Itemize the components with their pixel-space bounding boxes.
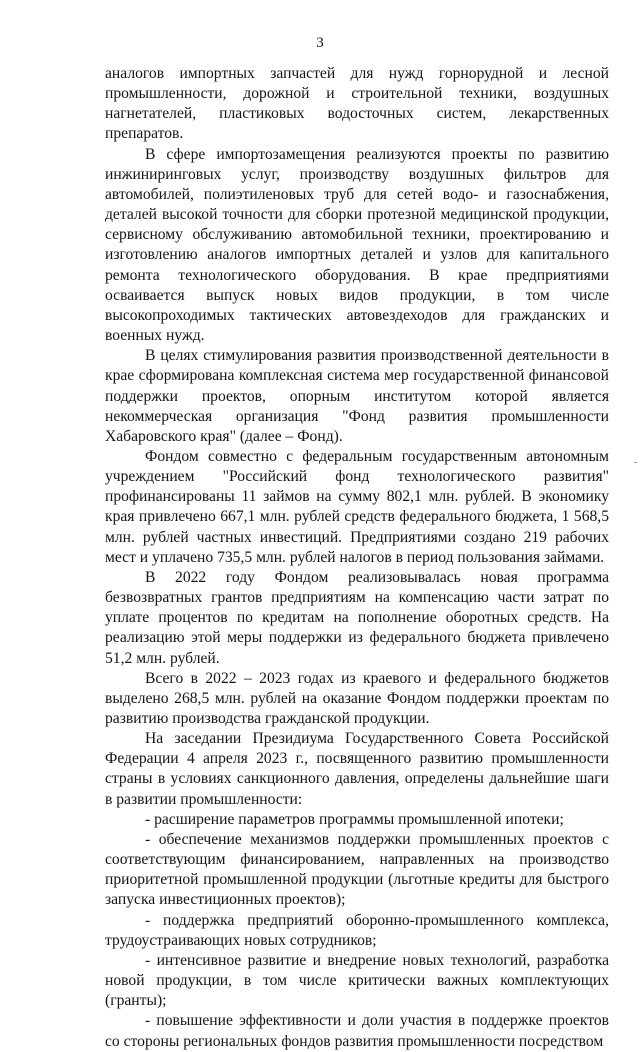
paragraph-continuation: аналогов импортных запчастей для нужд горнорудной и лесной промышленности, дорожной и строительной техники, воздушных нагнетателей, пластиковых водосточных систем, лекарственных препаратов. bbox=[105, 65, 609, 143]
list-item-defense-support: - поддержка предприятий оборонно-промышленного комплекса, трудоустраивающих новых сотрудников; bbox=[105, 911, 609, 949]
paragraph-budget-total: Всего в 2022 – 2023 годах из краевого и федерального бюджетов выделено 268,5 млн. рублей на оказание Фондом поддержки проектам по развитию производства гражданской продукции. bbox=[105, 669, 609, 727]
list-item-project-support: - обеспечение механизмов поддержки промышленных проектов с соответствующим финансированием, направленных на производство приоритетной промышленной продукции (льготные кредиты для быстрого запуска инвестиционных проектов); bbox=[105, 830, 609, 909]
paragraph-grants-2022: В 2022 году Фондом реализовывалась новая программа безвозвратных грантов предприятиям на компенсацию части затрат по уплате процентов по кредитам на пополнение оборотных средств. На реализацию этой меры поддержки из федерального бюджета привлечено 51,2 млн. рублей. bbox=[105, 568, 609, 667]
list-item-regional-funds: - повышение эффективности и доли участия в поддержке проектов со стороны региональных фондов развития промышленности посредством bbox=[105, 1012, 609, 1050]
document-body bbox=[105, 64, 609, 1052]
paragraph-support-system: В целях стимулирования развития производственной деятельности в крае сформирована комплексная система мер государственной финансовой поддержки проектов, опорным институтом которой является некоммерческая организация "Фонд развития промышленности Хабаровского края" (далее – Фонд). bbox=[105, 347, 609, 445]
list-item-industrial-mortgage: - расширение параметров программы промышленной ипотеки; bbox=[145, 810, 564, 828]
scan-artifact-mark bbox=[634, 462, 637, 463]
paragraph-import-substitution: В сфере импортозамещения реализуются проекты по развитию инжиниринговых услуг, производству воздушных фильтров для автомобилей, полиэтиленовых труб для сетей водо- и газоснабжения, деталей высокой точности для сборки протезной медицинской продукции, сервисному обслуживанию автомобильной техники, проектированию и изготовлению аналогов импортных деталей и узлов для капитального ремонта технологического оборудования. В крае предприятиями осваивается выпуск новых видов продукции, в том числе высокопроходимых тактических автовездеходов для гражданских и военных нужд. bbox=[105, 145, 609, 345]
paragraph-state-council: На заседании Президиума Государственного Совета Российской Федерации 4 апреля 2023 г., посвященного развитию промышленности страны в условиях санкционного давления, определены дальнейшие шаги в развитии промышленности: bbox=[105, 730, 609, 808]
paragraph-fund-loans: Фондом совместно с федеральным государственным автономным учреждением "Российский фонд технологического развития" профинансированы 11 займов на сумму 802,1 млн. рублей. В экономику края привлечено 667,1 млн. рублей средств федерального бюджета, 1 568,5 млн. рублей частных инвестиций. Предприятиями создано 219 рабочих мест и уплачено 735,5 млн. рублей налогов в период пользования займами. bbox=[105, 447, 609, 566]
list-item-new-technologies: - интенсивное развитие и внедрение новых технологий, разработка новой продукции, в том числе критически важных комплектующих (гранты); bbox=[105, 951, 609, 1010]
page-number: 3 bbox=[316, 35, 324, 51]
